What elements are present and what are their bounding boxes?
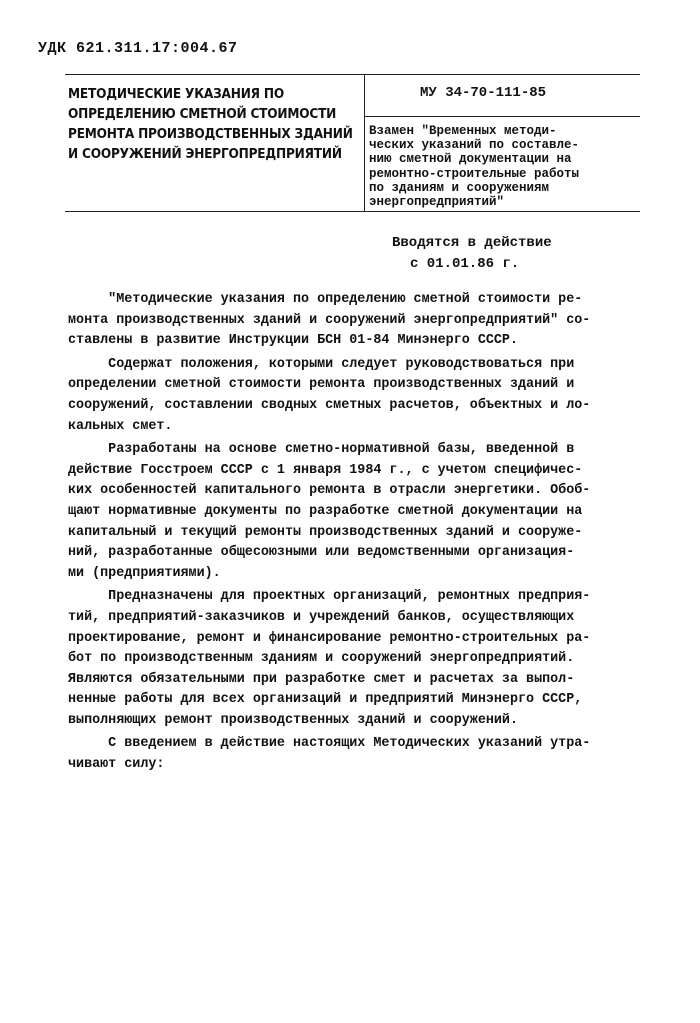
document-title-line: ОПРЕДЕЛЕНИЮ СМЕТНОЙ СТОИМОСТИ [68, 106, 337, 122]
header-bottom-rule [65, 211, 640, 212]
paragraph-line: кальных смет. [68, 418, 173, 434]
document-title [68, 84, 360, 164]
effective-date-block [392, 233, 552, 275]
paragraph-line: Содержат положения, которыми следует руководствоваться при [68, 356, 575, 372]
paragraph-line: определении сметной стоимости ремонта производственных зданий и [68, 377, 575, 393]
header-vertical-rule [364, 74, 365, 211]
document-title-line: РЕМОНТА ПРОИЗВОДСТВЕННЫХ ЗДАНИЙ [68, 126, 353, 142]
replaces-note-line: ческих указаний по составле- [369, 138, 580, 153]
paragraph-line: "Методические указания по определению сметной стоимости ре- [68, 292, 583, 307]
replaces-note-line: энергопредприятий" [369, 195, 505, 210]
effective-label: Вводятся в действие [392, 235, 552, 251]
paragraph-line: монта производственных зданий и сооружений энергопредприятий" со- [68, 312, 591, 328]
paragraph-line: С введением в действие настоящих Методических указаний утра- [68, 736, 591, 752]
paragraph [68, 587, 628, 731]
paragraph-line: капитальный и текущий ремонты производственных зданий и сооруже- [68, 524, 583, 540]
paragraph-line: Предназначены для проектных организаций, ремонтных предприя- [68, 589, 591, 605]
paragraph-line: Разработаны на основе сметно-нормативной базы, введенной в [68, 442, 575, 458]
paragraph-line: Являются обязательными при разработке смет и расчетах за выпол- [68, 671, 575, 687]
paragraph-line: бот по производственным зданиям и сооружений энергопредприятий. [68, 651, 575, 667]
paragraph-line: тий, предприятий-заказчиков и учреждений банков, осуществляющих [68, 609, 575, 625]
paragraph-line: ставлены в развитие Инструкции БСН 01-84 Минэнерго СССР. [68, 333, 518, 349]
paragraph [68, 355, 628, 437]
udk-code: УДК 621.311.17:004.67 [38, 40, 238, 57]
paragraph-line: чивают силу: [68, 757, 165, 773]
header-middle-rule [364, 116, 640, 117]
effective-date: с 01.01.86 г. [410, 256, 520, 272]
paragraph-line: ми (предприятиями). [68, 565, 221, 581]
paragraph [68, 290, 628, 352]
paragraph-line: щают нормативные документы по разработке сметной документации на [68, 503, 583, 519]
paragraph-line: проектирование, ремонт и финансирование ремонтно-строительных ра- [68, 630, 591, 646]
document-title-line: МЕТОДИЧЕСКИЕ УКАЗАНИЯ ПО [68, 86, 284, 102]
header-top-rule [65, 74, 640, 75]
document-title-line: И СООРУЖЕНИЙ ЭНЕРГОПРЕДПРИЯТИЙ [68, 146, 342, 162]
paragraph-line: сооружений, составлении сводных сметных расчетов, объектных и ло- [68, 397, 591, 413]
paragraph-line: действие Госстроем СССР с 1 января 1984 г., с учетом специфичес- [68, 462, 583, 478]
paragraph-line: выполняющих ремонт производственных зданий и сооружений. [68, 712, 518, 728]
replaces-note-line: ремонтно-строительные работы [369, 166, 580, 181]
paragraph [68, 440, 628, 584]
replaces-note-line: Взамен "Временных методи- [369, 124, 557, 138]
paragraph [68, 734, 628, 775]
replaces-note [369, 124, 639, 209]
paragraph-line: ненные работы для всех организаций и предприятий Минэнерго СССР, [68, 692, 583, 708]
replaces-note-line: нию сметной документации на [369, 152, 572, 167]
paragraph-line: ких особенностей капитального ремонта в отрасли энергетики. Обоб- [68, 483, 591, 499]
body-text [68, 290, 628, 776]
document-code: МУ 34-70-111-85 [420, 85, 547, 101]
paragraph-line: ний, разработанные общесоюзными или ведомственными организация- [68, 545, 575, 561]
replaces-note-line: по зданиям и сооружениям [369, 180, 550, 195]
